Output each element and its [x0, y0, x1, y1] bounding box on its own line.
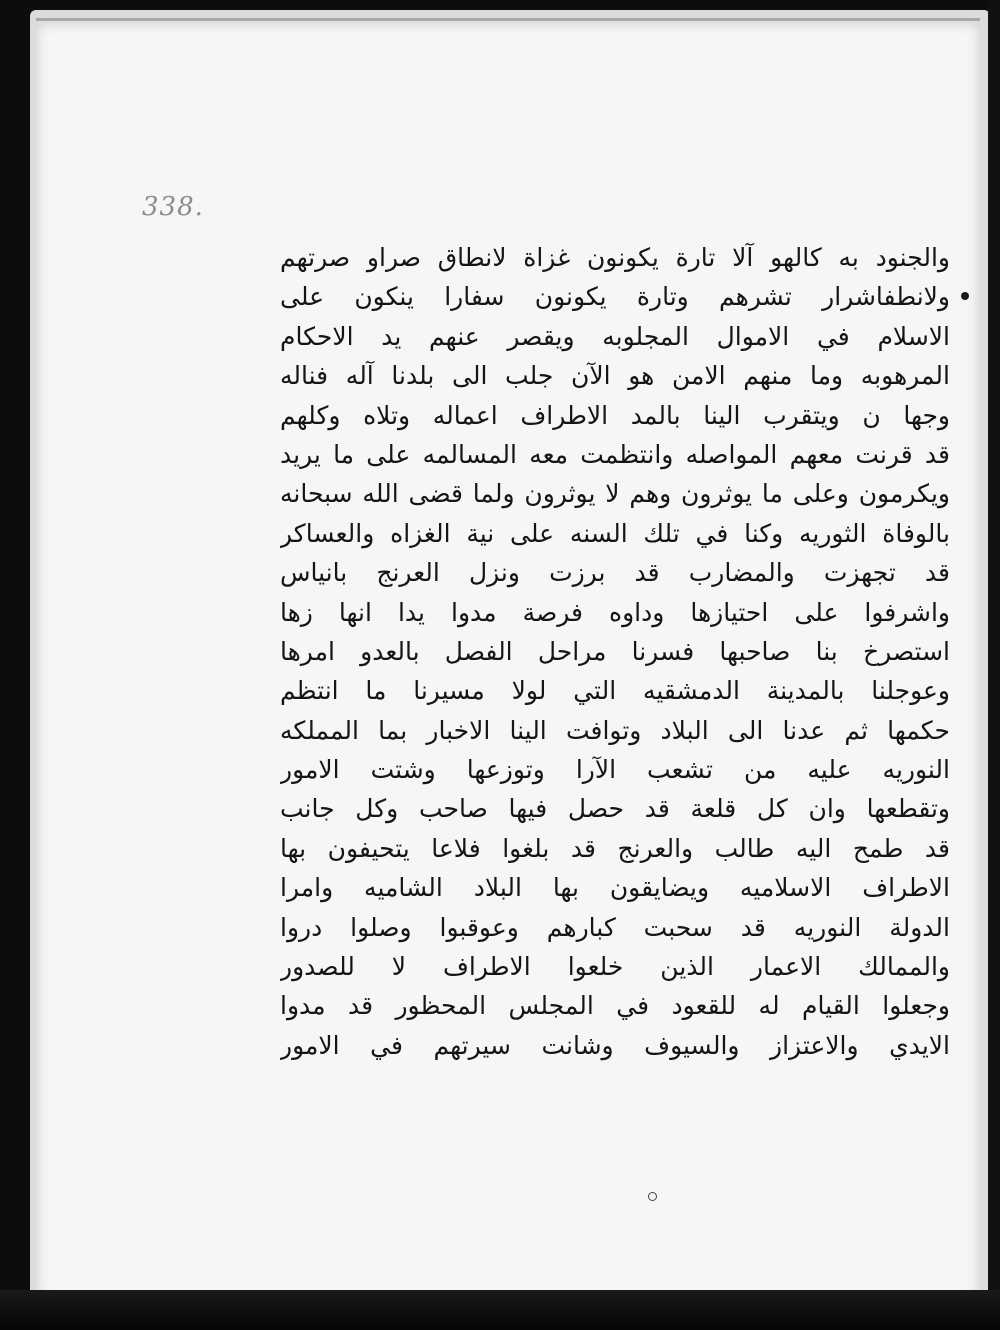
text-line: الاطراف الاسلاميه ويضايقون بها البلاد الشاميه وامرا — [280, 873, 950, 903]
text-line: والجنود به كالهو آلا تارة يكونون غزاة لانطاق صراو صرتهم — [280, 243, 950, 272]
folio-number: 338. — [142, 192, 204, 222]
text-line: النوريه عليه من تشعب الآرا وتوزعها وشتت الامور — [280, 755, 950, 785]
text-line: بالوفاة الثوريه وكنا في تلك السنه على نية الغزاه والعساكر — [280, 518, 950, 548]
text-line: وعوجلنا بالمدينة الدمشقيه التي لولا مسيرنا ما انتظم — [280, 676, 950, 706]
page-edge — [36, 18, 980, 21]
text-line: الايدي والاعتزاز والسيوف وشانت سيرتهم في الامور — [280, 1030, 950, 1060]
margin-mark — [961, 292, 969, 300]
scan-border-bottom — [0, 1290, 1000, 1330]
text-line: قد طمح اليه طالب والعرنج قد بلغوا فلاعا يتحيفون بها — [280, 833, 950, 863]
manuscript-text-block — [280, 238, 950, 1138]
text-line: والممالك الاعمار الذين خلعوا الاطراف لا للصدور — [280, 952, 950, 982]
page-mark-circle — [648, 1192, 657, 1201]
text-line: قد تجهزت والمضارب قد برزت ونزل العرنج بانياس — [280, 558, 950, 588]
text-line: وجها ن ويتقرب الينا بالمد الاطراف اعماله وتلاه وكلهم — [280, 400, 950, 430]
text-line: حكمها ثم عدنا الى البلاد وتوافت الينا الاخبار بما المملكه — [280, 715, 950, 745]
text-line: وجعلوا القيام له للقعود في المجلس المحظور قد مدوا — [280, 991, 950, 1021]
text-line: الاسلام في الاموال المجلوبه ويقصر عنهم يد الاحكام — [280, 321, 950, 351]
text-line: المرهوبه وما منهم الامن هو الآن جلب الى بلدنا آله فناله — [280, 361, 950, 391]
text-line: قد قرنت معهم المواصله وانتظمت معه المسالمه على ما يريد — [280, 439, 950, 469]
text-line: وتقطعها وان كل قلعة قد حصل فيها صاحب وكل جانب — [280, 794, 950, 824]
text-line: الدولة النوريه قد سحبت كبارهم وعوقبوا وصلوا دروا — [280, 912, 950, 942]
text-line: واشرفوا على احتيازها وداوه فرصة مدوا يدا انها زها — [280, 597, 950, 627]
text-line: ولانطفاشرار تشرهم وتارة يكونون سفارا ينكون على — [280, 282, 950, 312]
scan-border-right — [988, 0, 1000, 1330]
text-line: ويكرمون وعلى ما يوثرون وهم لا يوثرون ولما قضى الله سبحانه — [280, 479, 950, 509]
text-line: استصرخ بنا صاحبها فسرنا مراحل الفصل بالعدو امرها — [280, 636, 950, 666]
